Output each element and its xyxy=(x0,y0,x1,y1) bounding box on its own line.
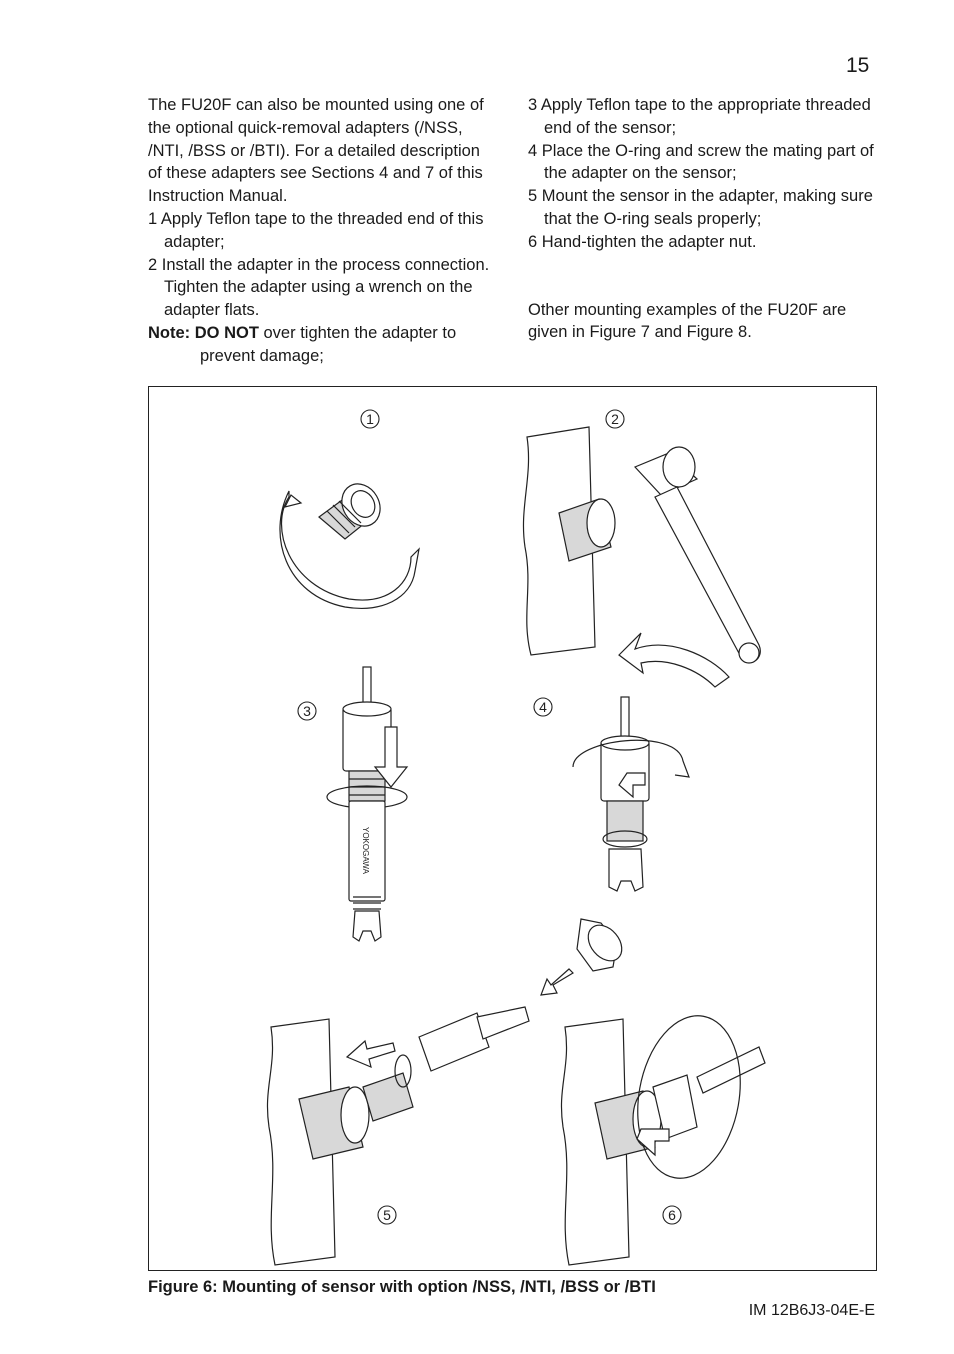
intro-paragraph: The FU20F can also be mounted using one of the optional quick-removal adapters (/NSS, /NTI, /BSS or /BTI). For a detailed description of these adapters see Sections 4 and 7 of this Instruction Manual. xyxy=(148,96,484,206)
step-marker-2 xyxy=(606,410,624,428)
step-2-illustration xyxy=(523,427,760,687)
step-marker-6 xyxy=(663,1206,681,1224)
note-label: Note: DO NOT xyxy=(148,323,259,342)
svg-text:5: 5 xyxy=(383,1207,391,1223)
note-text: over tighten the adapter to prevent damage; xyxy=(200,323,457,365)
step-1: 1 Apply Teflon tape to the threaded end of this adapter; xyxy=(148,209,484,251)
step-marker-3 xyxy=(298,702,316,720)
step-4: 4 Place the O-ring and screw the mating part of the adapter on the sensor; xyxy=(528,141,874,183)
page-number: 15 xyxy=(846,54,870,77)
step-3-illustration xyxy=(327,667,407,941)
mounting-figure xyxy=(148,386,877,1271)
left-text-column xyxy=(148,94,498,368)
step-4-illustration xyxy=(573,697,689,891)
step-6-illustration xyxy=(561,1008,765,1265)
step-1-illustration xyxy=(280,477,419,608)
step-marker-1 xyxy=(361,410,379,428)
other-examples-paragraph: Other mounting examples of the FU20F are given in Figure 7 and Figure 8. xyxy=(528,300,847,342)
svg-text:1: 1 xyxy=(366,411,374,427)
warning-note xyxy=(148,322,498,368)
mounting-illustration xyxy=(149,387,878,1272)
right-text-column xyxy=(528,94,878,344)
step-marker-5 xyxy=(378,1206,396,1224)
step-2: 2 Install the adapter in the process connection. Tighten the adapter using a wrench on the adapter flats. xyxy=(148,255,490,320)
svg-text:4: 4 xyxy=(539,699,547,715)
document-id: IM 12B6J3-04E-E xyxy=(748,1302,875,1319)
figure-caption: Figure 6: Mounting of sensor with option /NSS, /NTI, /BSS or /BTI xyxy=(148,1278,656,1296)
svg-text:3: 3 xyxy=(303,703,311,719)
sensor-brand-label: YOKOGAWA xyxy=(361,827,370,874)
step-5: 5 Mount the sensor in the adapter, making sure that the O-ring seals properly; xyxy=(528,187,873,228)
step-3: 3 Apply Teflon tape to the appropriate threaded end of the sensor; xyxy=(528,96,871,137)
svg-text:6: 6 xyxy=(668,1207,676,1223)
step-marker-4 xyxy=(534,698,552,716)
svg-text:2: 2 xyxy=(611,411,619,427)
step-6: 6 Hand-tighten the adapter nut. xyxy=(528,232,757,251)
